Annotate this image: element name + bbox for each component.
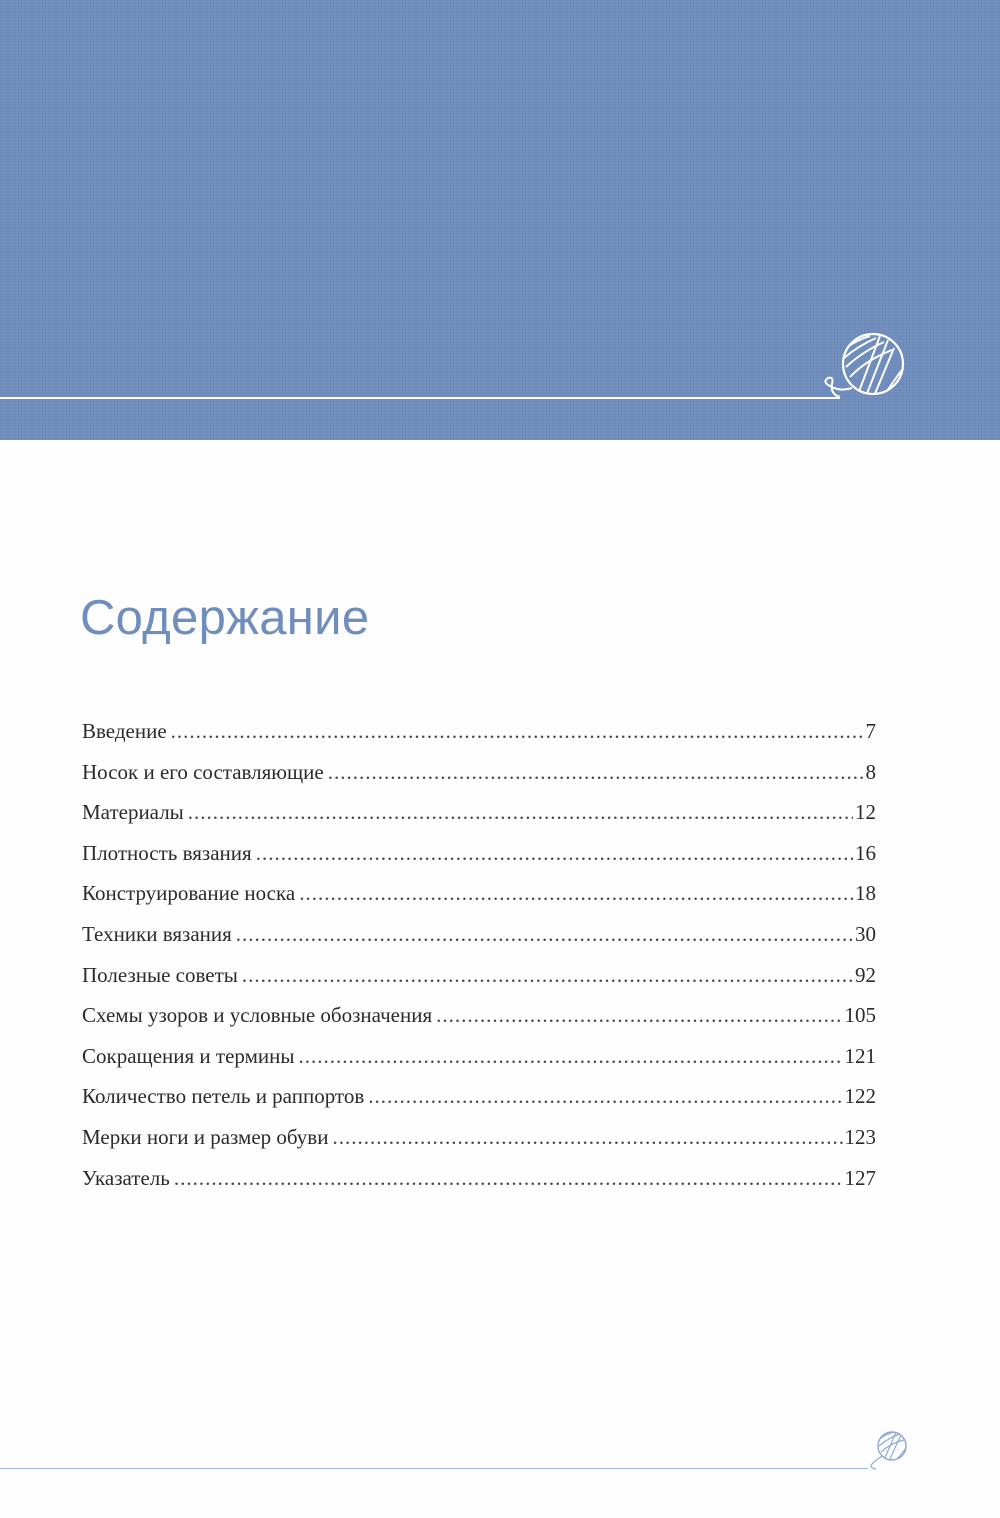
toc-entry-label: Материалы bbox=[82, 800, 184, 825]
toc-entry-abbreviations[interactable] bbox=[82, 1044, 876, 1085]
toc-entry-gauge[interactable] bbox=[82, 841, 876, 882]
toc-entry-sock-parts[interactable] bbox=[82, 760, 876, 801]
toc-entry-page: 121 bbox=[844, 1043, 876, 1068]
toc-entry-page: 18 bbox=[855, 881, 876, 906]
toc-entry-page: 8 bbox=[865, 759, 876, 784]
toc-entry-label: Сокращения и термины bbox=[82, 1043, 295, 1068]
toc-entry-sock-design[interactable] bbox=[82, 881, 876, 922]
toc-entry-techniques[interactable] bbox=[82, 922, 876, 963]
yarn-ball-icon bbox=[818, 320, 908, 406]
toc-entry-page: 105 bbox=[844, 1003, 876, 1028]
toc-leader-dots bbox=[299, 881, 853, 906]
toc-entry-stitch-counts[interactable] bbox=[82, 1084, 876, 1125]
footer-yarn-line bbox=[0, 1468, 868, 1469]
toc-leader-dots bbox=[188, 800, 853, 825]
toc-entry-label: Мерки ноги и размер обуви bbox=[82, 1124, 329, 1149]
toc-leader-dots bbox=[332, 1125, 842, 1150]
toc-entry-page: 12 bbox=[855, 800, 876, 825]
toc-entry-page: 122 bbox=[844, 1084, 876, 1109]
toc-entry-label: Указатель bbox=[82, 1165, 170, 1190]
table-of-contents bbox=[82, 719, 876, 1206]
toc-entry-label: Носок и его составляющие bbox=[82, 759, 324, 784]
toc-leader-dots bbox=[242, 963, 853, 988]
toc-leader-dots bbox=[171, 719, 864, 744]
toc-entry-foot-measurements[interactable] bbox=[82, 1125, 876, 1166]
toc-entry-index[interactable] bbox=[82, 1166, 876, 1207]
toc-entry-label: Схемы узоров и условные обозначения bbox=[82, 1003, 433, 1028]
toc-leader-dots bbox=[328, 760, 864, 785]
toc-entry-page: 92 bbox=[855, 962, 876, 987]
toc-entry-label: Количество петель и раппортов bbox=[82, 1084, 365, 1109]
toc-leader-dots bbox=[298, 1044, 842, 1069]
toc-entry-charts[interactable] bbox=[82, 1003, 876, 1044]
toc-leader-dots bbox=[236, 922, 853, 947]
toc-leader-dots bbox=[256, 841, 853, 866]
toc-entry-label: Плотность вязания bbox=[82, 840, 252, 865]
toc-leader-dots bbox=[436, 1003, 842, 1028]
yarn-ball-icon bbox=[866, 1424, 914, 1472]
toc-entry-page: 30 bbox=[855, 921, 876, 946]
toc-entry-label: Техники вязания bbox=[82, 921, 232, 946]
toc-entry-tips[interactable] bbox=[82, 963, 876, 1004]
header-yarn-line bbox=[0, 397, 840, 399]
toc-entry-page: 123 bbox=[844, 1124, 876, 1149]
toc-entry-materials[interactable] bbox=[82, 800, 876, 841]
toc-entry-label: Конструирование носка bbox=[82, 881, 296, 906]
toc-entry-page: 16 bbox=[855, 840, 876, 865]
toc-leader-dots bbox=[368, 1084, 842, 1109]
page-title: Содержание bbox=[80, 591, 370, 645]
toc-entry-label: Введение bbox=[82, 719, 167, 743]
toc-entry-page: 7 bbox=[865, 719, 876, 743]
toc-entry-page: 127 bbox=[844, 1165, 876, 1190]
toc-leader-dots bbox=[174, 1166, 843, 1191]
toc-entry-label: Полезные советы bbox=[82, 962, 238, 987]
toc-entry-introduction[interactable] bbox=[82, 719, 876, 760]
